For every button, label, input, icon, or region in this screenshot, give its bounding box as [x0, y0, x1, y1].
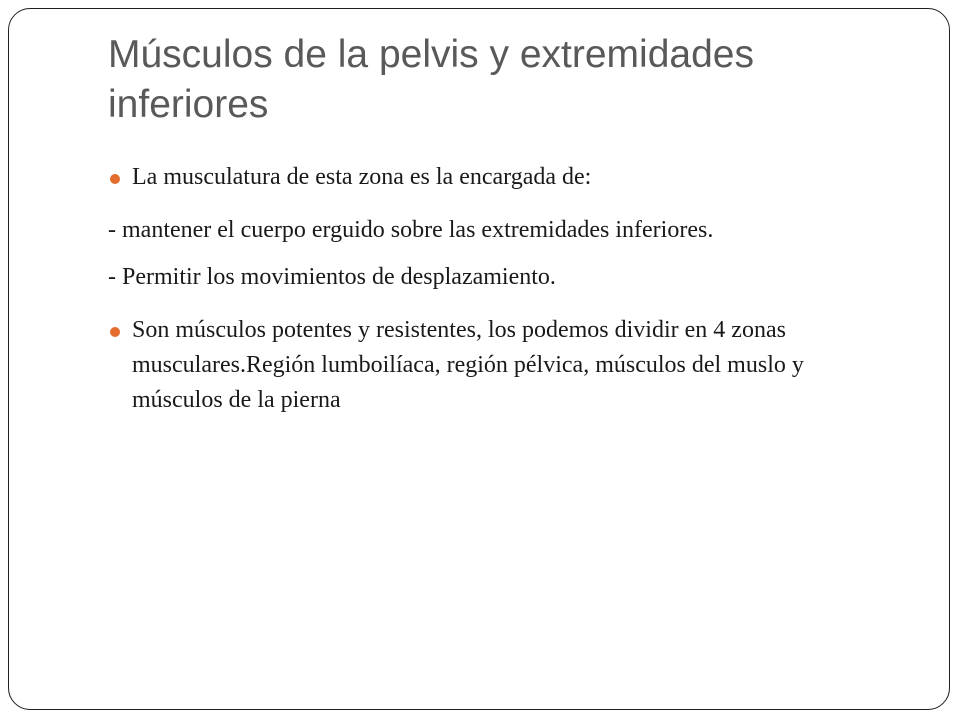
bullet-item	[132, 160, 892, 195]
bullet-text: Son músculos potentes y resistentes, los podemos dividir en 4 zonas musculares.Región lumboilíaca, región pélvica, músculos del muslo y músculos de la pierna	[132, 317, 804, 413]
bullet-item	[132, 313, 892, 418]
list-item-text: - mantener el cuerpo erguido sobre las extremidades inferiores.	[108, 217, 714, 243]
circle-bullet-icon	[110, 327, 120, 337]
bullet-text: La musculatura de esta zona es la encargada de:	[132, 164, 592, 190]
list-item	[108, 260, 928, 295]
list-item	[108, 213, 928, 248]
circle-bullet-icon	[110, 174, 120, 184]
list-item-text: - Permitir los movimientos de desplazamiento.	[108, 264, 556, 290]
slide-title: Músculos de la pelvis y extremidades inferiores	[108, 33, 754, 126]
